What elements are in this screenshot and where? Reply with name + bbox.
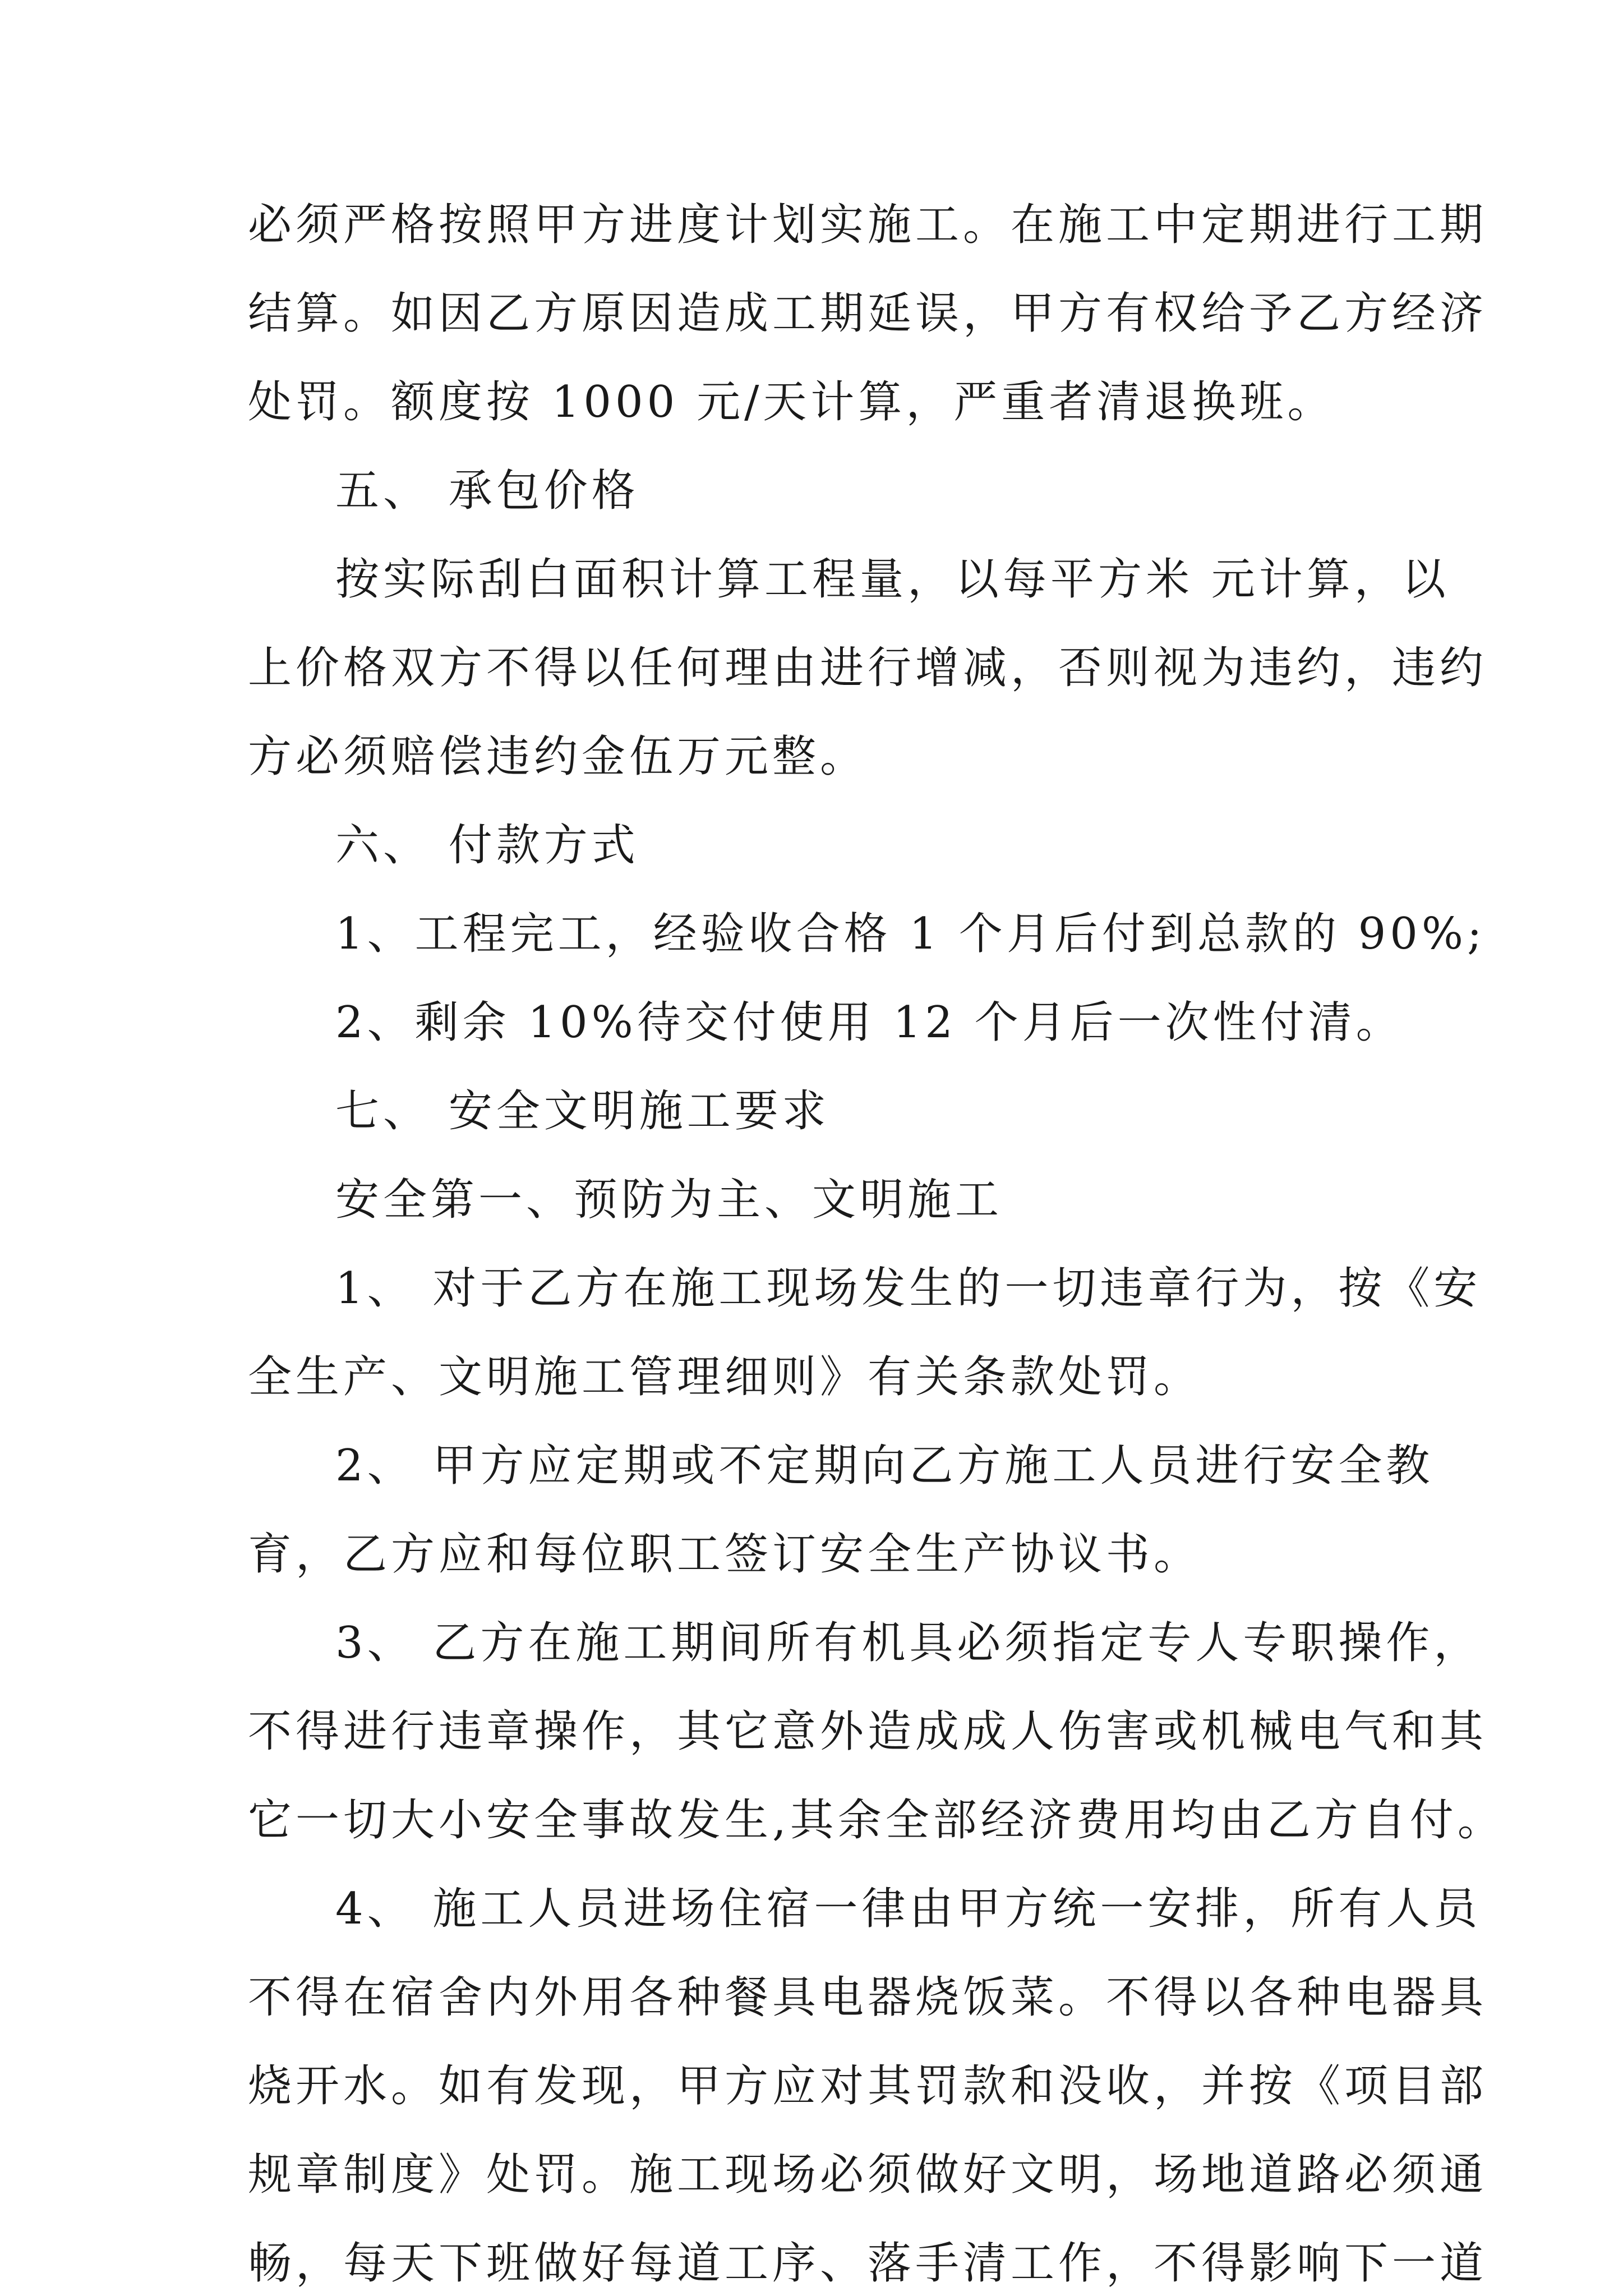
paragraph-line: 方必须赔偿违约金伍万元整。: [248, 731, 868, 782]
paragraph-line: 3、 乙方在施工期间所有机具必须指定专人专职操作，: [335, 1618, 1482, 1668]
paragraph-line: 处罚。额度按 1000 元/天计算，严重者清退换班。: [248, 377, 1335, 427]
paragraph-line: 上价格双方不得以任何理由进行增减，否则视为违约，违约: [248, 643, 1488, 693]
paragraph-line: 育，乙方应和每位职工签订安全生产协议书。: [248, 1529, 1202, 1580]
paragraph-line: 不得进行违章操作，其它意外造成成人伤害或机械电气和其: [248, 1706, 1488, 1757]
paragraph-line: 它一切大小安全事故发生,其余全部经济费用均由乙方自付。: [248, 1795, 1505, 1846]
paragraph-line: 规章制度》处罚。施工现场必须做好文明，场地道路必须通: [248, 2150, 1488, 2200]
paragraph-line: 按实际刮白面积计算工程量，以每平方米 元计算，以: [335, 554, 1450, 605]
paragraph-line: 2、剩余 10%待交付使用 12 个月后一次性付清。: [335, 997, 1404, 1048]
paragraph-line: 全生产、文明施工管理细则》有关条款处罚。: [248, 1352, 1202, 1402]
paragraph-line: 1、 对于乙方在施工现场发生的一切违章行为，按《安: [335, 1263, 1482, 1314]
paragraph-line: 安全第一、预防为主、文明施工: [335, 1175, 1003, 1225]
paragraph-line: 五、 承包价格: [335, 466, 639, 516]
paragraph-line: 七、 安全文明施工要求: [335, 1086, 830, 1137]
paragraph-line: 1、工程完工，经验收合格 1 个月后付到总款的 90%;: [335, 909, 1486, 959]
paragraph-line: 不得在宿舍内外用各种餐具电器烧饭菜。不得以各种电器具: [248, 1972, 1488, 2023]
paragraph-line: 必须严格按照甲方进度计划实施工。在施工中定期进行工期: [248, 200, 1488, 250]
paragraph-line: 烧开水。如有发现，甲方应对其罚款和没收，并按《项目部: [248, 2061, 1488, 2111]
paragraph-line: 4、 施工人员进场住宿一律由甲方统一安排，所有人员: [335, 1884, 1482, 1934]
paragraph-line: 2、 甲方应定期或不定期向乙方施工人员进行安全教: [335, 1441, 1434, 1491]
paragraph-line: 六、 付款方式: [335, 820, 639, 871]
paragraph-line: 结算。如因乙方原因造成工期延误，甲方有权给予乙方经济: [248, 288, 1488, 339]
paragraph-line: 畅，每天下班做好每道工序、落手清工作，不得影响下一道: [248, 2238, 1488, 2289]
